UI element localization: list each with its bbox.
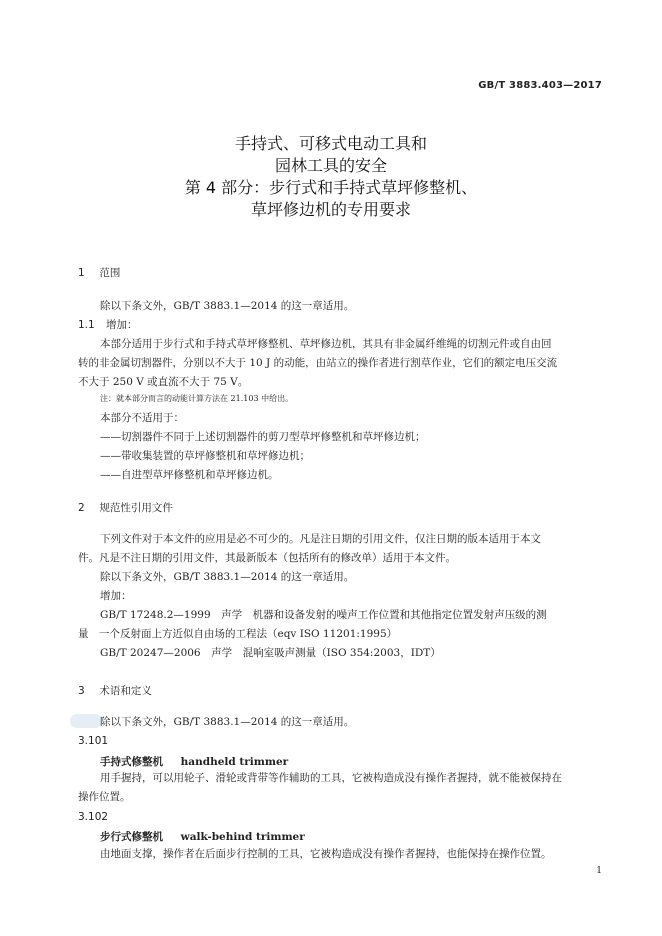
section-2-heading: [78, 500, 173, 515]
paragraph-line: 不大于 250 V 或直流不大于 75 V。: [78, 376, 249, 388]
section-1-heading: [78, 265, 120, 280]
paragraph-line: 下列文件对于本文件的应用是必不可少的。凡是注日期的引用文件，仅注日期的版本适用于本文: [100, 533, 541, 545]
term-number: 3.102: [78, 811, 109, 823]
paragraph-line: 本部分适用于步行式和手持式草坪修整机、草坪修边机，其具有非金属纤维绳的切割元件或自由回: [100, 338, 552, 350]
definition-line: 由地面支撑，操作者在后面步行控制的工具，它被构造成没有操作者握持，也能保持在操作位置。: [100, 848, 552, 860]
paragraph-line: 转的非金属切割器件，分别以不大于 10 J 的动能，由站立的操作者进行割草作业，它们的额定电压交流: [78, 357, 558, 369]
definition-line: 用手握持，可以用轮子、滑轮或背带等作辅助的工具，它被构造成没有操作者握持，就不能被保持在: [100, 772, 562, 784]
term-heading: [100, 829, 305, 844]
standard-code: GB/T 3883.403—2017: [478, 80, 602, 91]
list-item: ——自进型草坪修整机和草坪修边机。: [100, 469, 279, 481]
section-number: 2: [78, 502, 85, 514]
title-line-2: 园林工具的安全: [274, 156, 387, 175]
list-item: ——带收集装置的草坪修整机和草坪修边机；: [100, 450, 310, 462]
subsection-1-1: [78, 316, 138, 335]
paragraph: 本部分不适用于：: [100, 412, 184, 424]
term-number: 3.101: [78, 735, 109, 747]
title-line-4: 草坪修边机的专用要求: [250, 200, 411, 219]
section-3-heading: [78, 683, 152, 698]
section-number: 3: [78, 685, 85, 697]
section-title: 术语和定义: [99, 685, 152, 697]
subsection-number: 1.1: [78, 319, 95, 331]
term-zh: 手持式修整机: [100, 756, 163, 768]
page-number: 1: [596, 866, 602, 876]
paragraph: 除以下条文外，GB/T 3883.1—2014 的这一章适用。: [100, 300, 355, 312]
paragraph: 除以下条文外，GB/T 3883.1—2014 的这一章适用。: [100, 716, 355, 728]
watermark-stamp: [70, 714, 102, 728]
reference-line: GB/T 17248.2—1999 声学 机器和设备发射的噪声工作位置和其他指定位置发射声压级的测: [100, 609, 547, 621]
title-line-3: 第 4 部分：步行式和手持式草坪修整机、: [184, 178, 478, 197]
list-item: ——切割器件不同于上述切割器件的剪刀型草坪修整机和草坪修边机；: [100, 431, 426, 443]
reference-line: GB/T 20247—2006 声学 混响室吸声测量（ISO 354:2003，IDT）: [100, 647, 441, 659]
subsection-label: 增加：: [106, 319, 138, 331]
note: 注：就本部分而言的动能计算方法在 21.103 中给出。: [100, 394, 294, 403]
term-heading: [100, 754, 288, 769]
paragraph: 除以下条文外，GB/T 3883.1—2014 的这一章适用。: [100, 571, 355, 583]
term-en: handheld trimmer: [180, 756, 289, 768]
term-zh: 步行式修整机: [100, 831, 163, 843]
term-en: walk-behind trimmer: [180, 831, 305, 843]
section-title: 规范性引用文件: [99, 502, 173, 514]
reference-line: 量 一个反射面上方近似自由场的工程法（eqv ISO 11201:1995）: [78, 628, 398, 640]
document-title: [0, 133, 662, 221]
title-line-1: 手持式、可移式电动工具和: [234, 134, 427, 153]
paragraph: 增加：: [100, 590, 132, 602]
definition-line: 操作位置。: [78, 791, 131, 803]
section-number: 1: [78, 267, 85, 279]
paragraph-line: 件。凡是不注日期的引用文件，其最新版本（包括所有的修改单）适用于本文件。: [78, 552, 456, 564]
section-title: 范围: [99, 267, 121, 279]
